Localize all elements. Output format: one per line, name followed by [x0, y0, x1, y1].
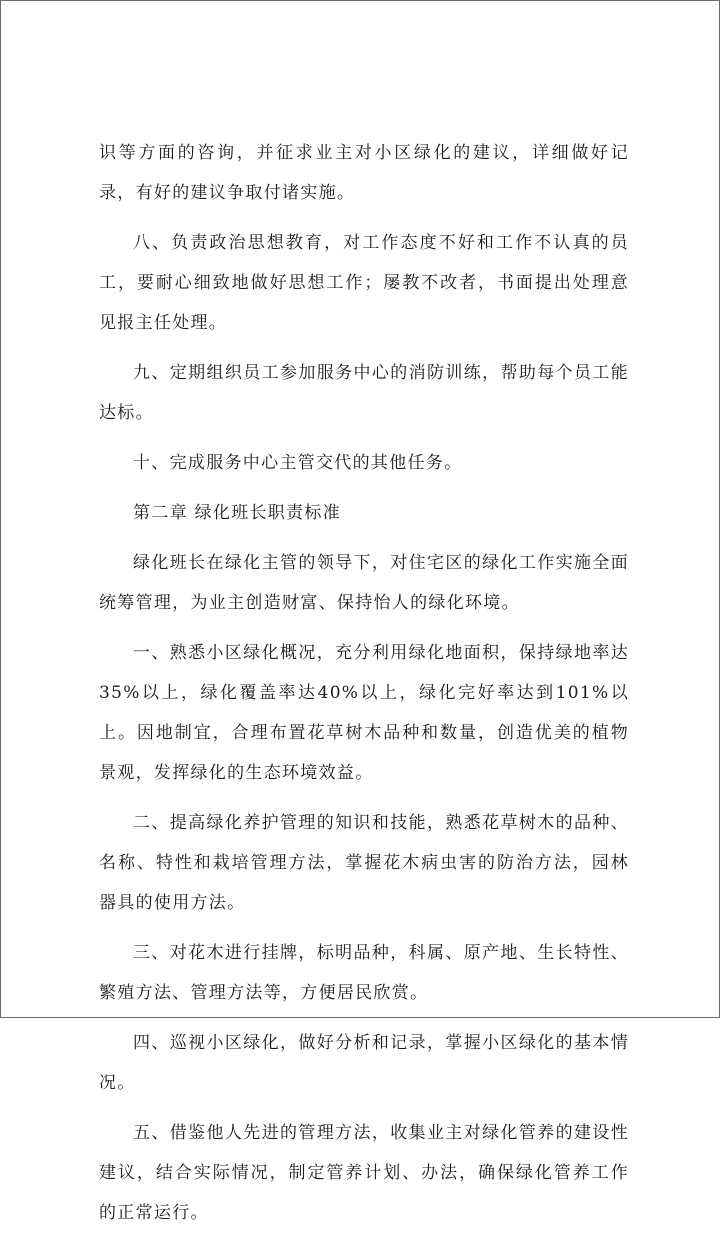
paragraph-item-3: 三、对花木进行挂牌，标明品种，科属、原产地、生长特性、繁殖方法、管理方法等，方便居民欣赏。	[99, 943, 629, 1003]
paragraph-item-1: 一、熟悉小区绿化概况，充分利用绿化地面积，保持绿地率达35%以上，绿化覆盖率达40%以上，绿化完好率达到101%以上。因地制宜，合理布置花草树木品种和数量，创造优美的植物景观，发挥绿化的生态环境效益。	[99, 643, 629, 783]
document-body	[99, 133, 629, 1243]
paragraph-item-2: 二、提高绿化养护管理的知识和技能，熟悉花草树木的品种、名称、特性和栽培管理方法，掌握花木病虫害的防治方法，园林器具的使用方法。	[99, 813, 629, 913]
paragraph-item-4: 四、巡视小区绿化，做好分析和记录，掌握小区绿化的基本情况。	[99, 1033, 629, 1093]
paragraph-item-5: 五、借鉴他人先进的管理方法，收集业主对绿化管养的建设性建议，结合实际情况，制定管养计划、办法，确保绿化管养工作的正常运行。	[99, 1123, 629, 1223]
paragraph-item-10: 十、完成服务中心主管交代的其他任务。	[133, 453, 463, 473]
chapter-heading: 第二章 绿化班长职责标准	[133, 503, 342, 523]
paragraph-item-9: 九、定期组织员工参加服务中心的消防训练，帮助每个员工能达标。	[99, 363, 629, 423]
paragraph-chapter-intro: 绿化班长在绿化主管的领导下，对住宅区的绿化工作实施全面统筹管理，为业主创造财富、保持怡人的绿化环境。	[99, 553, 629, 613]
paragraph-item-8: 八、负责政治思想教育，对工作态度不好和工作不认真的员工，要耐心细致地做好思想工作；屡教不改者，书面提出处理意见报主任处理。	[99, 233, 629, 333]
paragraph-continuation: 识等方面的咨询，并征求业主对小区绿化的建议，详细做好记录，有好的建议争取付诸实施。	[99, 143, 629, 203]
